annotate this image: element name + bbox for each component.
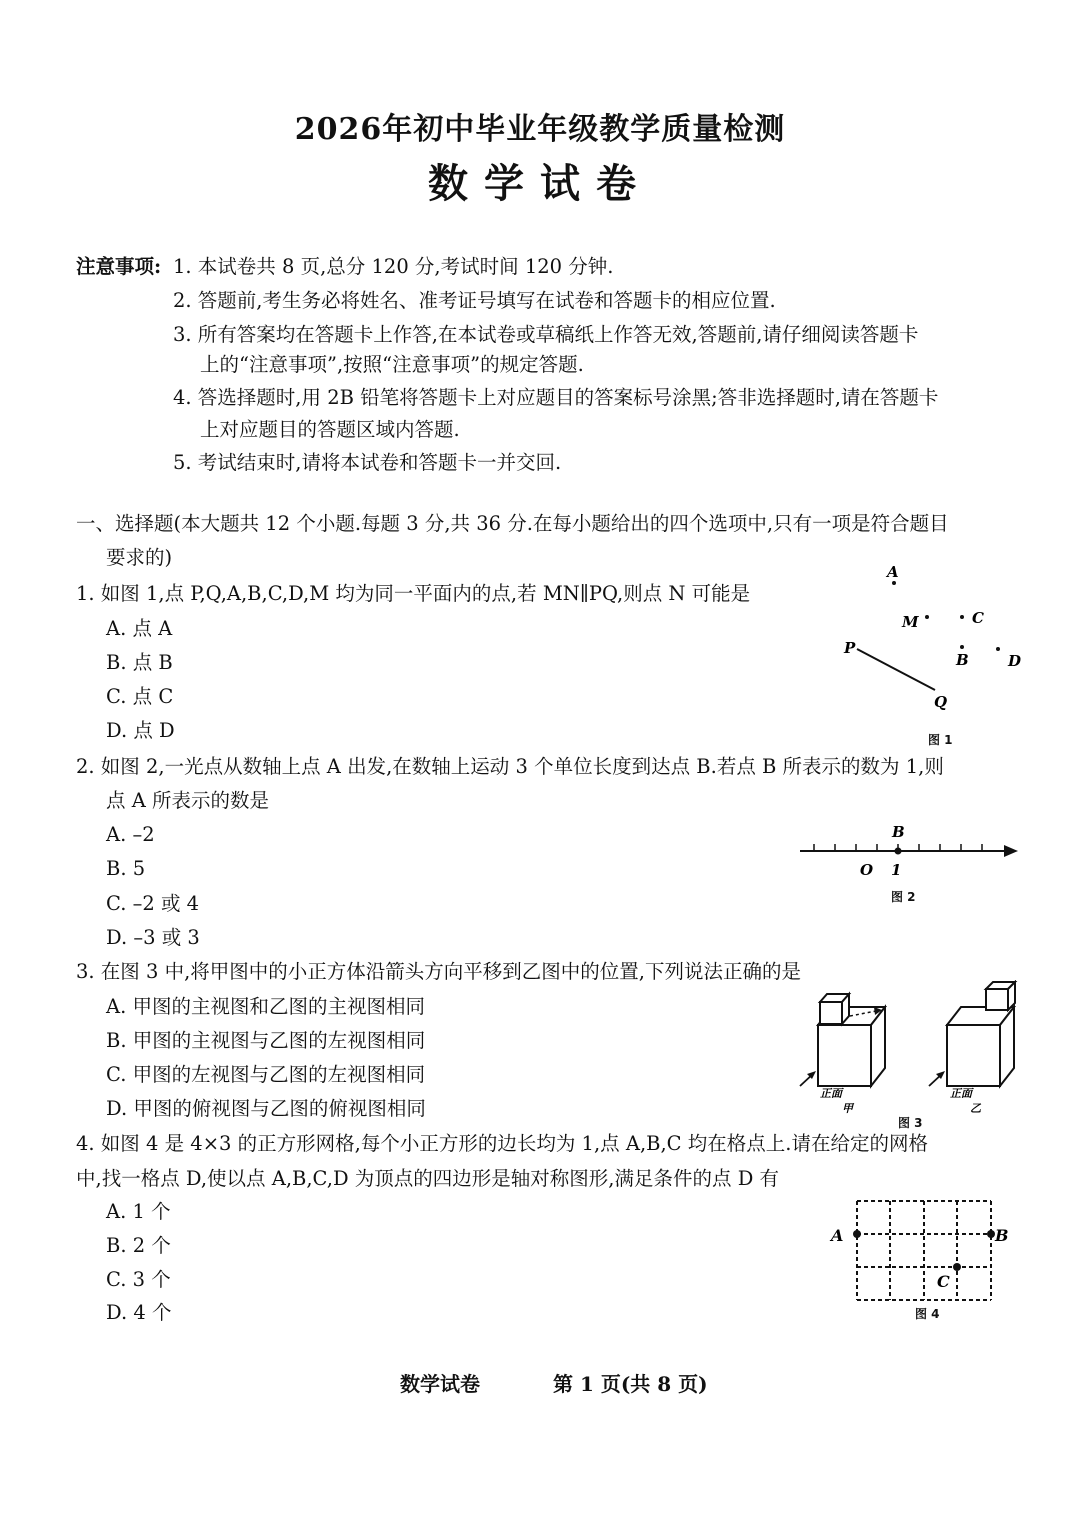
grid-point-b (987, 1230, 995, 1238)
q1-option-b: B. 点 B (106, 651, 173, 674)
footer-subject: 数学试卷 (400, 1372, 480, 1396)
q1-option-a: A. 点 A (106, 617, 173, 640)
figure-3-caption: 图 3 (898, 1116, 923, 1130)
figure-1 (830, 555, 1050, 755)
fig3-front-label-right: 正面 (950, 1087, 972, 1100)
notice-item: 3. 所有答案均在答题卡上作答,在本试卷或草稿纸上作答无效,答题前,请仔细阅读答题卡 (173, 323, 919, 346)
q2-option-b: B. 5 (106, 857, 146, 880)
question-4-stem-cont: 中,找一格点 D,使以点 A,B,C,D 为顶点的四边形是轴对称图形,满足条件的点 D 有 (76, 1167, 780, 1190)
q4-option-c: C. 3 个 (106, 1268, 171, 1291)
q2-option-c: C. –2 或 4 (106, 892, 200, 915)
figure-4-caption: 图 4 (915, 1307, 940, 1321)
question-2-stem: 2. 如图 2,一光点从数轴上点 A 出发,在数轴上运动 3 个单位长度到达点 B.若点 B 所表示的数为 1,则 (76, 755, 944, 778)
notice-item: 5. 考试结束时,请将本试卷和答题卡一并交回. (173, 451, 562, 474)
q4-option-b: B. 2 个 (106, 1234, 171, 1257)
exam-subject-title: 数学试卷 (428, 160, 652, 207)
q3-option-a: A. 甲图的主视图和乙图的主视图相同 (106, 995, 425, 1018)
section-heading-cont: 要求的) (106, 546, 173, 569)
segment-pq (857, 649, 935, 690)
q4-option-a: A. 1 个 (106, 1200, 171, 1223)
exam-header-title: 2026年初中毕业年级教学质量检测 (294, 112, 786, 147)
fig1-label-d: D (1008, 652, 1022, 670)
fig1-label-c: C (972, 609, 984, 627)
figure-2-caption: 图 2 (891, 890, 916, 904)
fig4-label-c: C (937, 1272, 950, 1291)
question-2-stem-cont: 点 A 所表示的数是 (106, 789, 269, 812)
footer-page-number: 第 1 页(共 8 页) (553, 1372, 708, 1396)
fig3-front-label-left: 正面 (820, 1087, 842, 1100)
q3-option-c: C. 甲图的左视图与乙图的左视图相同 (106, 1063, 426, 1086)
fig4-label-a: A (831, 1226, 844, 1245)
fig3-label-jia: 甲 (842, 1102, 853, 1115)
fig4-label-b: B (995, 1226, 1009, 1245)
q2-option-a: A. –2 (106, 823, 155, 846)
notice-item: 1. 本试卷共 8 页,总分 120 分,考试时间 120 分钟. (173, 255, 614, 278)
grid-point-c (953, 1263, 961, 1271)
fig2-label-1: 1 (891, 861, 902, 879)
fig2-label-o: O (860, 861, 874, 879)
q1-option-c: C. 点 C (106, 685, 174, 708)
fig1-label-p: P (844, 639, 856, 657)
question-3-stem: 3. 在图 3 中,将甲图中的小正方体沿箭头方向平移到乙图中的位置,下列说法正确的是 (76, 960, 802, 983)
figure-2-number-line (790, 815, 1030, 890)
question-4-stem: 4. 如图 4 是 4×3 的正方形网格,每个小正方形的边长均为 1,点 A,B,C 均在格点上.请在给定的网格 (76, 1132, 928, 1155)
grid-point-a (853, 1230, 861, 1238)
notice-label: 注意事项: (76, 255, 162, 278)
fig2-label-b: B (892, 823, 905, 841)
notice-item: 上的“注意事项”,按照“注意事项”的规定答题. (200, 353, 584, 376)
q4-option-d: D. 4 个 (106, 1301, 172, 1324)
q2-option-d: D. –3 或 3 (106, 926, 200, 949)
fig3-label-yi: 乙 (970, 1102, 981, 1115)
figure-3 (790, 980, 1040, 1130)
notice-item: 上对应题目的答题区域内答题. (200, 418, 460, 441)
question-1-stem: 1. 如图 1,点 P,Q,A,B,C,D,M 均为同一平面内的点,若 MN∥PQ,则点 N 可能是 (76, 582, 751, 605)
fig1-label-b: B (956, 651, 969, 669)
fig1-label-m: M (902, 613, 919, 631)
figure-4-grid (825, 1195, 1025, 1305)
figure-1-caption: 图 1 (928, 733, 953, 747)
point-b (895, 848, 902, 855)
q1-option-d: D. 点 D (106, 719, 175, 742)
q3-option-d: D. 甲图的俯视图与乙图的俯视图相同 (106, 1097, 426, 1120)
notice-item: 2. 答题前,考生务必将姓名、准考证号填写在试卷和答题卡的相应位置. (173, 289, 776, 312)
notice-item: 4. 答选择题时,用 2B 铅笔将答题卡上对应题目的答案标号涂黑;答非选择题时,请在答题卡 (173, 386, 939, 409)
fig1-label-q: Q (934, 693, 948, 711)
section-heading: 一、选择题(本大题共 12 个小题.每题 3 分,共 36 分.在每小题给出的四个选项中,只有一项是符合题目 (76, 512, 949, 535)
fig1-label-a: A (887, 563, 899, 581)
q3-option-b: B. 甲图的主视图与乙图的左视图相同 (106, 1029, 426, 1052)
